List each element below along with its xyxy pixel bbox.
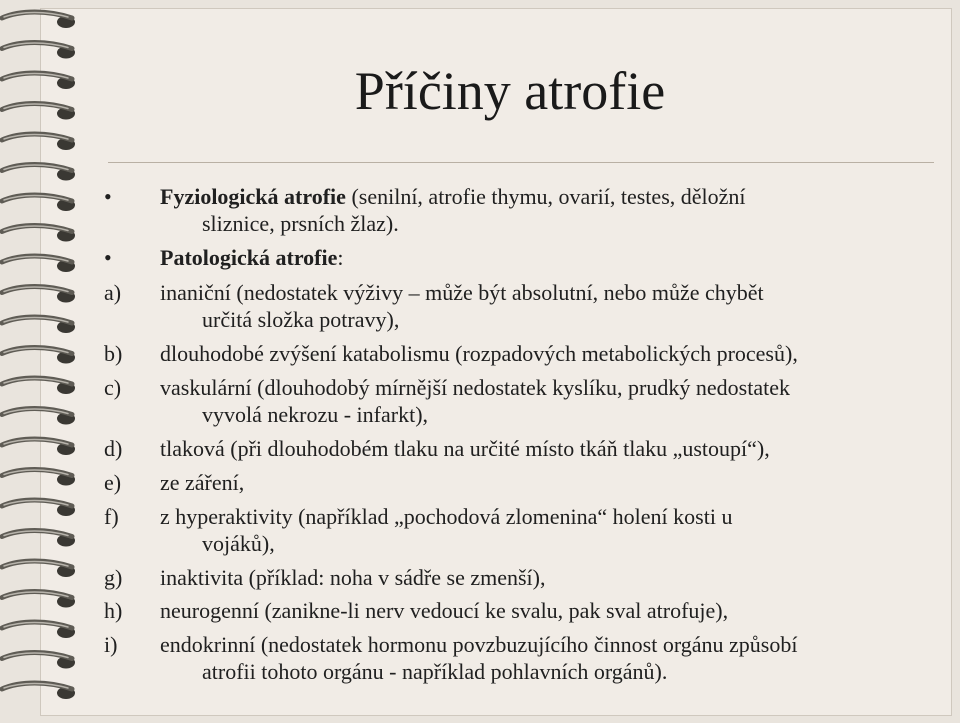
list-item-text: z hyperaktivity (například „pochodová zlomenina“ holení kosti u <box>160 504 733 529</box>
list-marker: b) <box>104 341 123 366</box>
list-marker: h) <box>104 598 123 623</box>
list-item-continuation: vojáků), <box>202 531 275 556</box>
list-marker: e) <box>104 470 122 495</box>
list-item-text: dlouhodobé zvýšení katabolismu (rozpadových metabolických procesů), <box>160 341 798 366</box>
list-item-text: tlaková (při dlouhodobém tlaku na určité místo tkáň tlaku „ustoupí“), <box>160 436 770 461</box>
list-item-continuation: určitá složka potravy), <box>202 307 400 332</box>
list-marker: • <box>104 245 112 270</box>
list-item-text: inaniční (nedostatek výživy – může být absolutní, nebo může chybět <box>160 280 764 305</box>
list-marker: • <box>104 184 112 209</box>
list-item-text: neurogenní (zanikne-li nerv vedoucí ke svalu, pak sval atrofuje), <box>160 598 729 623</box>
item-text: (senilní, atrofie thymu, ovarií, testes, děložní <box>345 184 746 209</box>
list-item-text: vaskulární (dlouhodobý mírnější nedostatek kyslíku, prudký nedostatek <box>160 375 790 400</box>
list-item-continuation: sliznice, prsních žlaz). <box>202 211 399 236</box>
list-item-text: inaktivita (příklad: noha v sádře se zmenší), <box>160 565 546 590</box>
item-text: : <box>337 245 344 270</box>
list-marker: d) <box>104 436 123 461</box>
list-item-text <box>160 184 746 210</box>
list-item-text <box>160 245 344 271</box>
list-marker: g) <box>104 565 123 590</box>
item-heading: Patologická atrofie <box>160 245 338 270</box>
list-item-text: ze záření, <box>160 470 245 495</box>
list-marker: a) <box>104 280 122 305</box>
list-item-text: endokrinní (nedostatek hormonu povzbuzujícího činnost orgánu způsobí <box>160 632 798 657</box>
slide-title: Příčiny atrofie <box>354 61 666 121</box>
list-marker: f) <box>104 504 119 529</box>
list-item-continuation: vyvolá nekrozu - infarkt), <box>202 402 429 427</box>
list-marker: c) <box>104 375 122 400</box>
list-marker: i) <box>104 632 118 657</box>
item-heading: Fyziologická atrofie <box>160 184 346 209</box>
list-item-continuation: atrofii tohoto orgánu - například pohlavních orgánů). <box>202 659 668 684</box>
